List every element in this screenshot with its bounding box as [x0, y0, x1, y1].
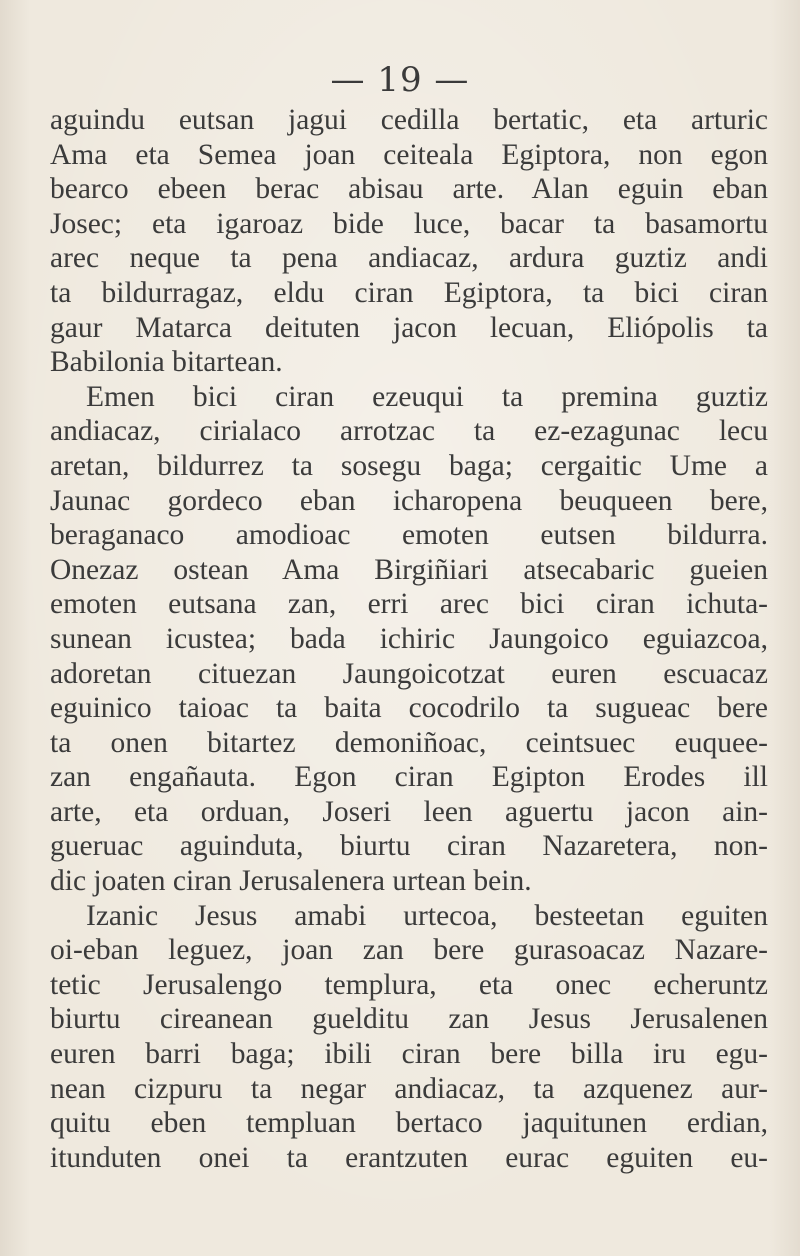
text-line: Josec; eta igaroaz bide luce, bacar ta basamortu: [50, 207, 768, 240]
text-line: Ama eta Semea joan ceiteala Egiptora, non egon: [50, 138, 768, 171]
paragraph-3: [50, 899, 768, 1176]
text-line: aguindu eutsan jagui cedilla bertatic, eta arturic: [50, 104, 768, 136]
text-line: eguinico taioac ta baita cocodrilo ta sugueac bere: [50, 692, 768, 725]
text-line: aretan, bildurrez ta sosegu baga; cergaitic Ume a: [50, 449, 768, 482]
paragraph-2: [50, 380, 768, 899]
body-text: [50, 103, 768, 1175]
text-line: Izanic Jesus amabi urtecoa, besteetan eguiten: [86, 899, 768, 932]
text-line: Jaunac gordeco eban icharopena beuqueen bere,: [50, 484, 768, 517]
text-line: tetic Jerusalengo templura, eta onec echeruntz: [50, 968, 768, 1001]
text-line: bearco ebeen berac abisau arte. Alan eguin eban: [50, 173, 768, 206]
text-line: gueruac aguinduta, biurtu ciran Nazaretera, non-: [50, 830, 768, 863]
text-line: adoretan cituezan Jaungoicotzat euren escuacaz: [50, 657, 768, 690]
paragraph-1: [50, 103, 768, 380]
text-line: arte, eta orduan, Joseri leen aguertu jacon ain-: [50, 795, 768, 828]
text-line: arec neque ta pena andiacaz, ardura guztiz andi: [50, 242, 768, 275]
text-line: sunean icustea; bada ichiric Jaungoico eguiazcoa,: [50, 622, 768, 655]
text-line: ta bildurragaz, eldu ciran Egiptora, ta bici ciran: [50, 276, 768, 309]
text-line: dic joaten ciran Jerusalenera urtean bein.: [50, 865, 532, 898]
text-line: Onezaz ostean Ama Birgiñiari atsecabaric gueien: [50, 553, 768, 586]
text-line: beraganaco amodioac emoten eutsen bildurra.: [50, 519, 768, 552]
text-line: Babilonia bitartean.: [50, 346, 283, 379]
text-line: zan engañauta. Egon ciran Egipton Erodes ill: [50, 761, 768, 794]
text-line: quitu eben templuan bertaco jaquitunen erdian,: [50, 1107, 768, 1140]
text-line: biurtu cireanean guelditu zan Jesus Jerusalenen: [50, 1003, 768, 1036]
text-line: euren barri baga; ibili ciran bere billa iru egu-: [50, 1038, 768, 1071]
text-line: emoten eutsana zan, erri arec bici ciran ichuta-: [50, 588, 768, 621]
text-line: andiacaz, cirialaco arrotzac ta ez-ezagunac lecu: [50, 415, 768, 448]
text-line: oi-eban leguez, joan zan bere gurasoacaz Nazare-: [50, 934, 768, 967]
text-line: Emen bici ciran ezeuqui ta premina guztiz: [86, 380, 768, 413]
text-line: itunduten onei ta erantzuten eurac eguiten eu-: [50, 1141, 768, 1174]
page-number: — 19 —: [330, 60, 470, 100]
text-line: nean cizpuru ta negar andiacaz, ta azquenez aur-: [50, 1072, 768, 1105]
text-line: ta onen bitartez demoniñoac, ceintsuec euquee-: [50, 726, 768, 759]
text-line: gaur Matarca deituten jacon lecuan, Eliópolis ta: [50, 311, 768, 344]
